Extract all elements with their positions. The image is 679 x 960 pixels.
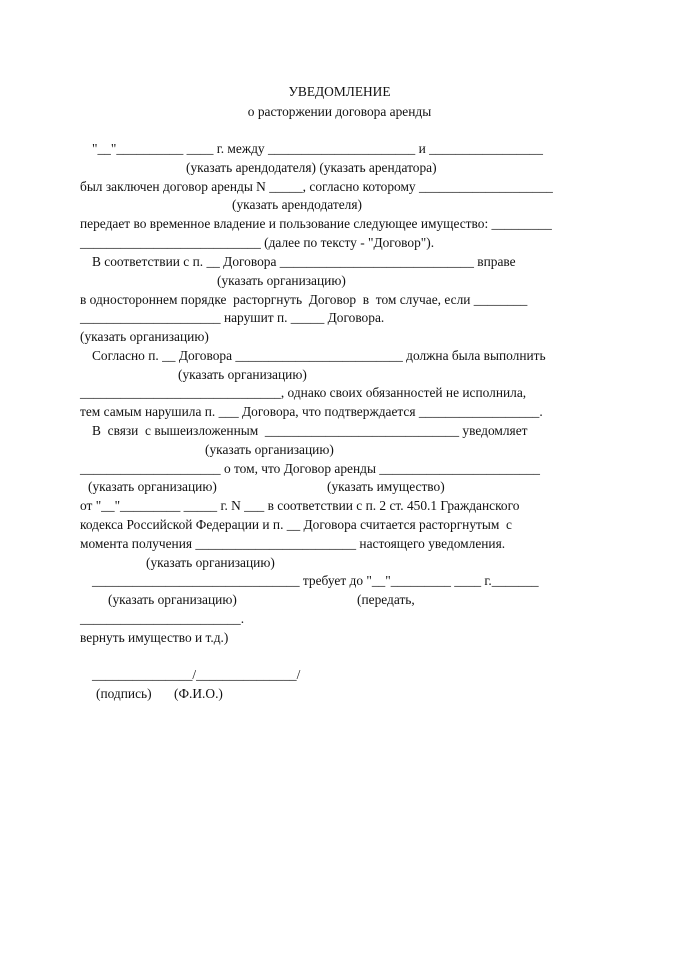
text-line: Согласно п. __ Договора _________________________ должна была выполнить — [92, 348, 546, 363]
field-hint: (указать имущество) — [327, 479, 445, 494]
text-line: тем самым нарушила п. ___ Договора, что подтверждается __________________. — [80, 404, 543, 419]
field-hint: (указать организацию) — [217, 273, 346, 288]
text-line: от "__"_________ _____ г. N ___ в соответствии с п. 2 ст. 450.1 Гражданского — [80, 498, 520, 513]
text-line: передает во временное владение и пользование следующее имущество: _________ — [80, 216, 552, 231]
document-subtitle: о расторжении договора аренды — [247, 104, 432, 119]
text-line: в одностороннем порядке расторгнуть Договор в том случае, если ________ — [80, 292, 528, 307]
field-hint: вернуть имущество и т.д.) — [80, 630, 229, 645]
name-hint: (Ф.И.О.) — [174, 686, 223, 701]
text-line: ___________________________ (далее по тексту - "Договор"). — [80, 235, 435, 250]
text-line: кодекса Российской Федерации и п. __ Договора считается расторгнутым с — [80, 517, 513, 532]
field-hint: (указать арендодателя) (указать арендатора) — [186, 160, 437, 175]
text-line: _______________________________ требует до "__"_________ ____ г._______ — [92, 573, 539, 588]
text-line: _____________________ о том, что Договор аренды ________________________ — [80, 461, 540, 476]
document-title: УВЕДОМЛЕНИЕ — [288, 84, 391, 99]
text-line: В связи с вышеизложенным _____________________________ уведомляет — [92, 423, 528, 438]
text-line: был заключен договор аренды N _____, согласно которому ____________________ — [80, 179, 553, 194]
text-line: В соответствии с п. __ Договора _____________________________ вправе — [92, 254, 516, 269]
text-line: ______________________________, однако своих обязанностей не исполнила, — [80, 385, 527, 400]
field-hint: (передать, — [357, 592, 415, 607]
field-hint: (указать организацию) — [108, 592, 237, 607]
field-hint: (указать организацию) — [205, 442, 334, 457]
text-line: "__"__________ ____ г. между ______________________ и _________________ — [92, 141, 543, 156]
field-hint: (указать организацию) — [146, 555, 275, 570]
field-hint: (указать арендодателя) — [232, 197, 362, 212]
text-line: _____________________ нарушит п. _____ Договора. — [80, 310, 385, 325]
signature-line: _______________/_______________/ — [92, 667, 301, 682]
text-line: момента получения ________________________ настоящего уведомления. — [80, 536, 506, 551]
field-hint: (указать организацию) — [178, 367, 307, 382]
text-line: ________________________. — [80, 611, 245, 626]
signature-hint: (подпись) — [96, 686, 152, 701]
field-hint: (указать организацию) — [88, 479, 217, 494]
field-hint: (указать организацию) — [80, 329, 209, 344]
